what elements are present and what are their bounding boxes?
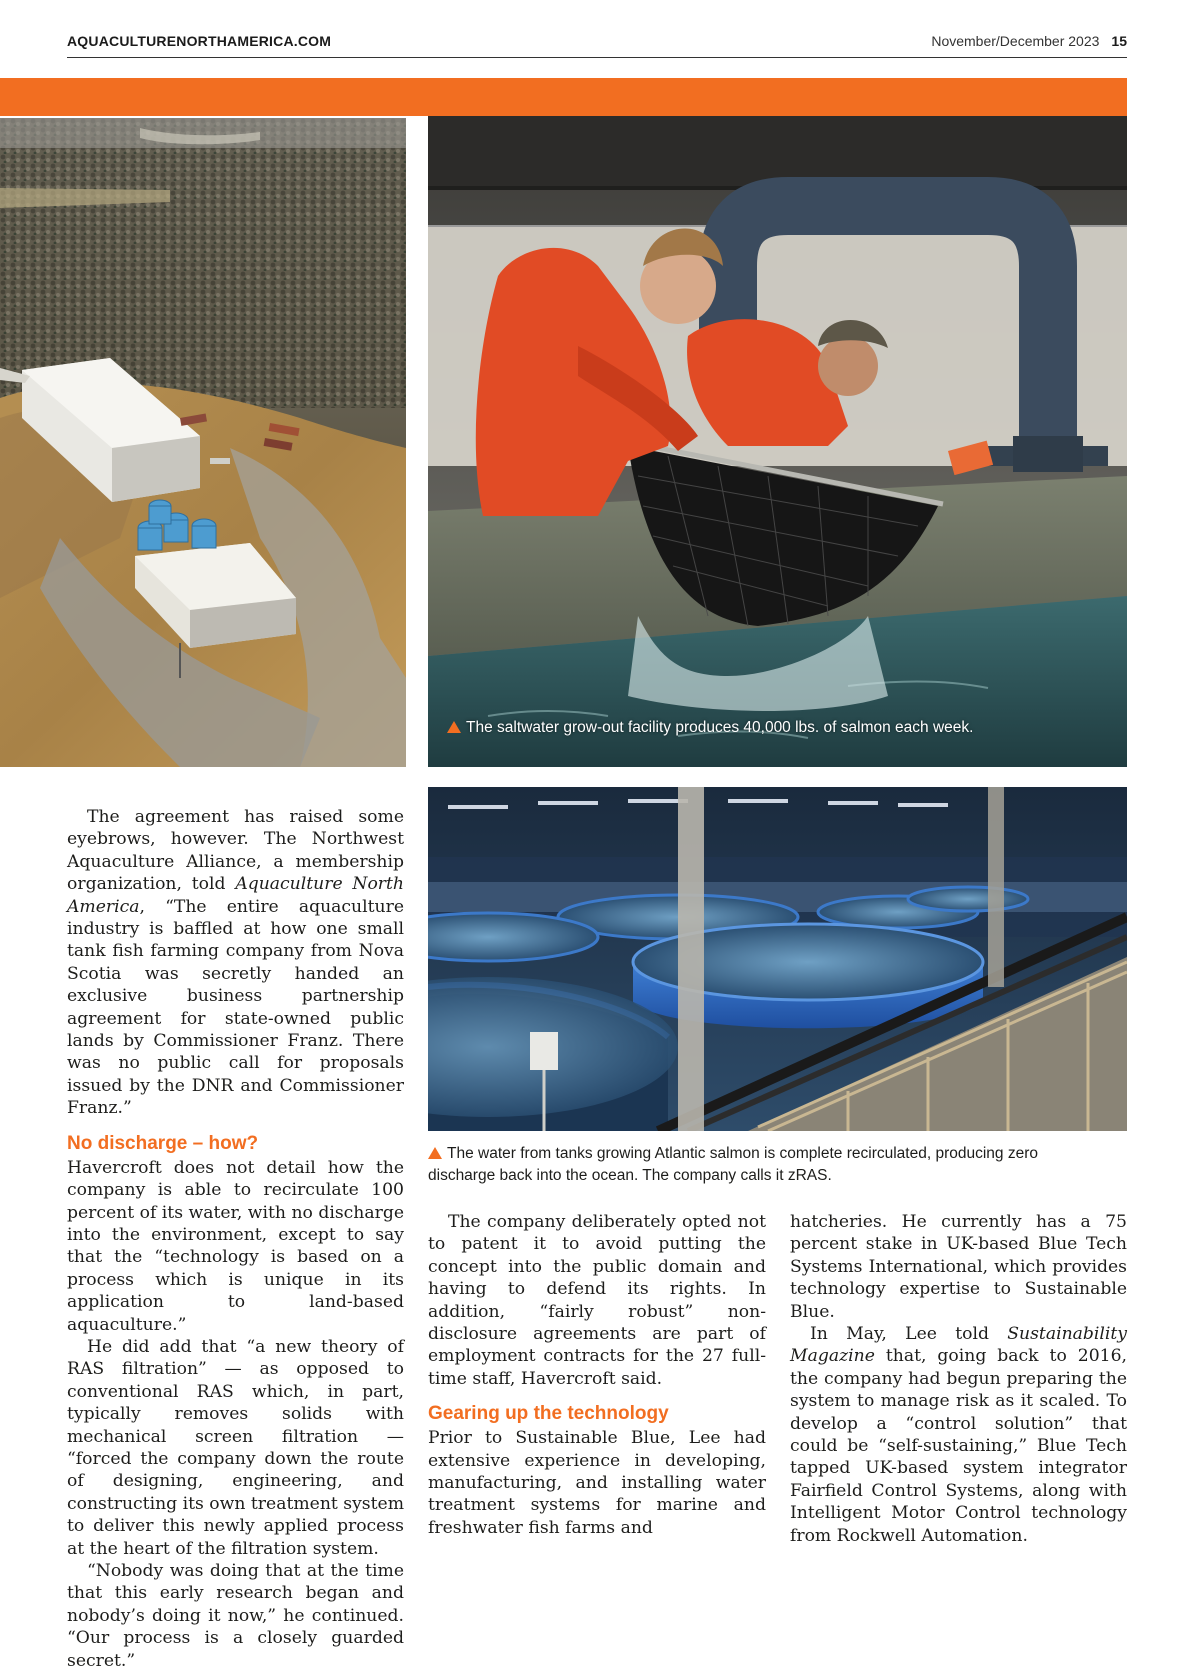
paragraph: The company deliberately opted not to patent it to avoid putting the concept into the public domain and having to defend its rights. In addition, “fairly robust” non-disclosure agreements are part of employment contracts for the 27 full-time staff, Havercroft said. [428,1212,766,1389]
page-number: 15 [1111,33,1127,49]
photo-caption-1 [447,717,1107,739]
article-column-2 [428,1211,766,1539]
article-column-1 [67,806,404,1672]
issue-info [931,33,1127,49]
paragraph: He did add that “a new theory of RAS filtration” — as opposed to conventional RAS which, in part, typically removes solids with mechanical screen filtration — “forced the company down the route of designing, engineering, and constructing its own treatment system to deliver this newly applied process at the heart of the filtration system. [67,1336,404,1559]
caption-triangle-icon [428,1147,442,1159]
paragraph: The agreement has raised some eyebrows, however. The Northwest Aquaculture Alliance, a membership organization, told Aquaculture North America, “The entire aquaculture industry is baffled at how one small tank fish farming company from Nova Scotia was secretly handed an exclusive business partnership agreement for state-owned public lands by Commissioner Franz. There was no public call for proposals issued by the DNR and Commissioner Franz.” [67,807,404,1119]
paragraph: “Nobody was doing that at the time that this early research began and nobody’s doing it now,” he continued. “Our process is a closely guarded secret.” [67,1561,404,1671]
site-name: AQUACULTURENORTHAMERICA.COM [67,33,332,49]
caption-triangle-icon [447,721,461,733]
accent-bar [0,78,1127,116]
caption-line-1: The water from tanks growing Atlantic salmon is complete recirculated, producing zero [447,1145,1038,1162]
aerial-facility-photo [0,118,406,767]
article-column-3 [790,1211,1127,1547]
paragraph: In May, Lee told Sustainability Magazine that, going back to 2016, the company had begun preparing the system to manage risk as it scaled. To develop a “control solution” that could be “self-sustaining,” Blue Tech tapped UK-based system integrator Fairfield Control Systems, along with Intelligent Motor Control technology from Rockwell Automation. [790,1324,1127,1546]
issue-date: November/December 2023 [931,33,1100,49]
photo-caption-2 [428,1143,1127,1187]
header-rule [67,57,1127,58]
caption-text: The saltwater grow-out facility produces 40,000 lbs. of salmon each week. [466,719,974,736]
paragraph: hatcheries. He currently has a 75 percent stake in UK-based Blue Tech Systems International, which provides technology expertise to Sustainable Blue. [790,1212,1127,1322]
paragraph: Havercroft does not detail how the company is able to recirculate 100 percent of its water, with no discharge into the environment, except to say that the “technology is based on a process which is unique in its application to land-based aquaculture.” [67,1157,404,1335]
subheading-no-discharge: No discharge – how? [67,1132,259,1154]
caption-line-2: discharge back into the ocean. The company calls it zRAS. [428,1167,832,1184]
workers-netting-salmon-photo [428,116,1127,767]
recirculating-tanks-photo [428,787,1127,1131]
subheading-gearing-up: Gearing up the technology [428,1403,669,1425]
paragraph: Prior to Sustainable Blue, Lee had extensive experience in developing, manufacturing, and installing water treatment systems for marine and freshwater fish farms and [428,1428,766,1538]
